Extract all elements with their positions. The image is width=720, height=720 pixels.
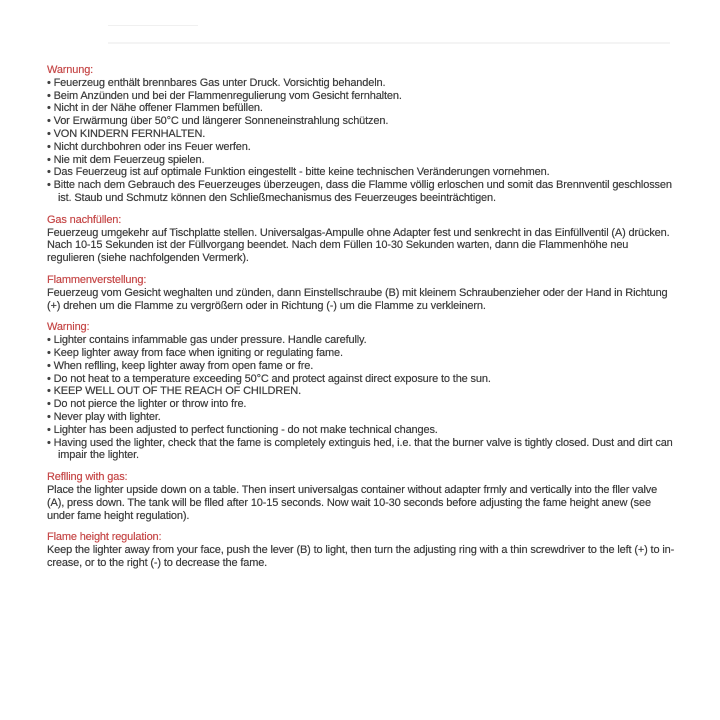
bullet-item: • Das Feuerzeug ist auf optimale Funktion eingestellt - bitte keine technischen Veränderungen vornehmen.	[47, 166, 675, 179]
bullet-item: • Lighter has been adjusted to perfect functioning - do not make technical changes.	[47, 424, 675, 437]
paragraph-flame-height-regulation: Keep the lighter away from your face, push the lever (B) to light, then turn the adjusting ring with a thin screwdriver to the left (+) to in-crease, or to the right (-) to decrease the fame.	[47, 544, 675, 569]
section-heading-gas-nachfuellen: Gas nachfüllen:	[47, 213, 122, 226]
section-refilling-with-gas	[47, 471, 675, 522]
section-flammenverstellung	[47, 274, 675, 312]
section-heading-flame-height-regulation: Flame height regulation:	[47, 531, 162, 544]
section-warning	[47, 321, 675, 462]
bullet-item: • Vor Erwärmung über 50°C und längerer Sonneneinstrahlung schützen.	[47, 115, 675, 128]
paragraph-gas-nachfuellen: Feuerzeug umgekehr auf Tischplatte stellen. Universalgas-Ampulle ohne Adapter fest und senkrecht in das Einfüllventil (A) drücken. Nach 10-15 Sekunden ist der Füllvorgang beendet. Nach dem Füllen 10-30 Sekunden warten, dann die Flammenhöhe neu regulieren (siehe nachfolgenden Vermerk).	[47, 226, 670, 265]
bullet-item: • Feuerzeug enthält brennbares Gas unter Druck. Vorsichtig behandeln.	[47, 77, 675, 90]
bullet-item: • When reflling, keep lighter away from open fame or fre.	[47, 360, 675, 373]
instruction-document	[47, 64, 675, 579]
bullet-item: • Nicht durchbohren oder ins Feuer werfen.	[47, 141, 675, 154]
section-heading-warning: Warning:	[47, 321, 90, 334]
section-flame-height-regulation	[47, 531, 675, 569]
bullet-item: • Beim Anzünden und bei der Flammenregulierung vom Gesicht fernhalten.	[47, 90, 675, 103]
bullet-item: • Keep lighter away from face when igniting or regulating fame.	[47, 347, 675, 360]
bullet-item: • Nie mit dem Feuerzeug spielen.	[47, 154, 675, 167]
scan-artifact-line	[108, 42, 670, 44]
warnung-bullet-list	[47, 77, 675, 205]
bullet-item: • VON KINDERN FERNHALTEN.	[47, 128, 675, 141]
section-gas-nachfuellen	[47, 214, 675, 265]
warning-bullet-list	[47, 334, 675, 462]
paragraph-flammenverstellung: Feuerzeug vom Gesicht weghalten und zünden, dann Einstellschraube (B) mit kleinem Schraubenzieher oder der Hand in Richtung (+) drehen um die Flamme zu vergrößern oder in Richtung (-) um die Flamme zu verkleinern.	[47, 286, 668, 312]
bullet-item: • Never play with lighter.	[47, 411, 675, 424]
section-heading-flammenverstellung: Flammenverstellung:	[47, 273, 147, 286]
section-heading-warnung: Warnung:	[47, 64, 94, 76]
bullet-item: • Lighter contains infammable gas under pressure. Handle carefully.	[47, 334, 675, 347]
bullet-item: • Bitte nach dem Gebrauch des Feuerzeuges überzeugen, dass die Flamme völlig erloschen und somit das Brennventil geschlossen ist. Staub und Schmutz können den Schließmechanismus des Feuerzeuges beeinträchtigen.	[47, 179, 675, 205]
section-warnung	[47, 64, 675, 205]
section-heading-refilling-with-gas: Reflling with gas:	[47, 471, 128, 484]
scan-artifact-line	[108, 25, 198, 26]
bullet-item: • KEEP WELL OUT OF THE REACH OF CHILDREN.	[47, 385, 675, 398]
paragraph-refilling-with-gas: Place the lighter upside down on a table. Then insert universalgas container without adapter frmly and vertically into the fller valve (A), press down. The tank will be flled after 10-15 seconds. Now wait 10-30 seconds before adjusting the fame height anew (see under fame height regulation).	[47, 483, 658, 522]
bullet-item: • Do not heat to a temperature exceeding 50°C and protect against direct exposure to the sun.	[47, 373, 675, 386]
bullet-item: • Do not pierce the lighter or throw into fre.	[47, 398, 675, 411]
bullet-item: • Having used the lighter, check that the fame is completely extinguis hed, i.e. that the burner valve is tightly closed. Dust and dirt can impair the lighter.	[47, 437, 675, 463]
bullet-item: • Nicht in der Nähe offener Flammen befüllen.	[47, 102, 675, 115]
